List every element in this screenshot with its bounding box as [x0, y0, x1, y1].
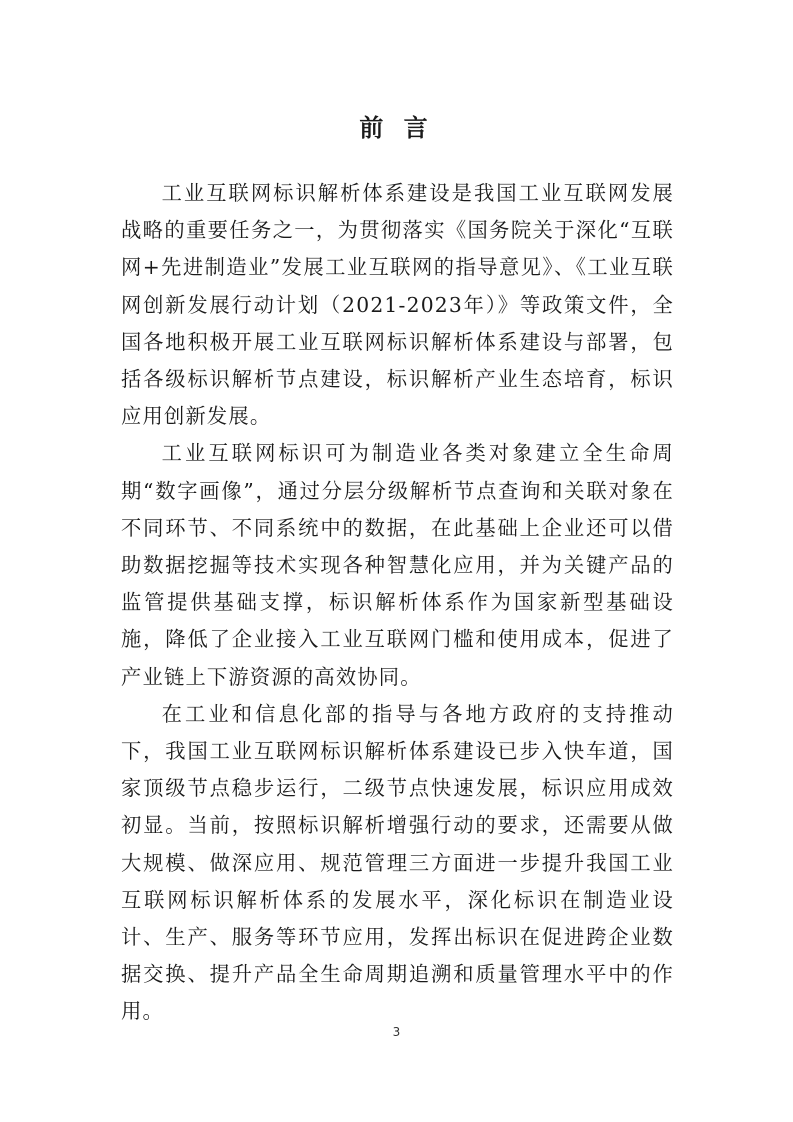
page-title: 前 言	[359, 114, 434, 142]
paragraph-1: 工业互联网标识解析体系建设是我国工业互联网发展战略的重要任务之一，为贯彻落实《国务院关于深化“互联网+先进制造业”发展工业互联网的指导意见》、《工业互联网创新发展行动计划（2021-2023年）》等政策文件，全国各地积极开展工业互联网标识解析体系建设与部署，包括各级标识解析节点建设，标识解析产业生态培育，标识应用创新发展。	[121, 181, 674, 429]
page-number: 3	[392, 1025, 401, 1039]
paragraph-3: 在工业和信息化部的指导与各地方政府的支持推动下，我国工业互联网标识解析体系建设已步入快车道，国家顶级节点稳步运行，二级节点快速发展，标识应用成效初显。当前，按照标识解析增强行动的要求，还需要从做大规模、做深应用、规范管理三方面进一步提升我国工业互联网标识解析体系的发展水平，深化标识在制造业设计、生产、服务等环节应用，发挥出标识在促进跨企业数据交换、提升产品全生命周期追溯和质量管理水平中的作用。	[121, 701, 674, 1024]
document-body	[121, 175, 674, 1031]
paragraph-2: 工业互联网标识可为制造业各类对象建立全生命周期“数字画像”，通过分层分级解析节点查询和关联对象在不同环节、不同系统中的数据，在此基础上企业还可以借助数据挖掘等技术实现各种智慧化应用，并为关键产品的监管提供基础支撑，标识解析体系作为国家新型基础设施，降低了企业接入工业互联网门槛和使用成本，促进了产业链上下游资源的高效协同。	[121, 441, 674, 689]
